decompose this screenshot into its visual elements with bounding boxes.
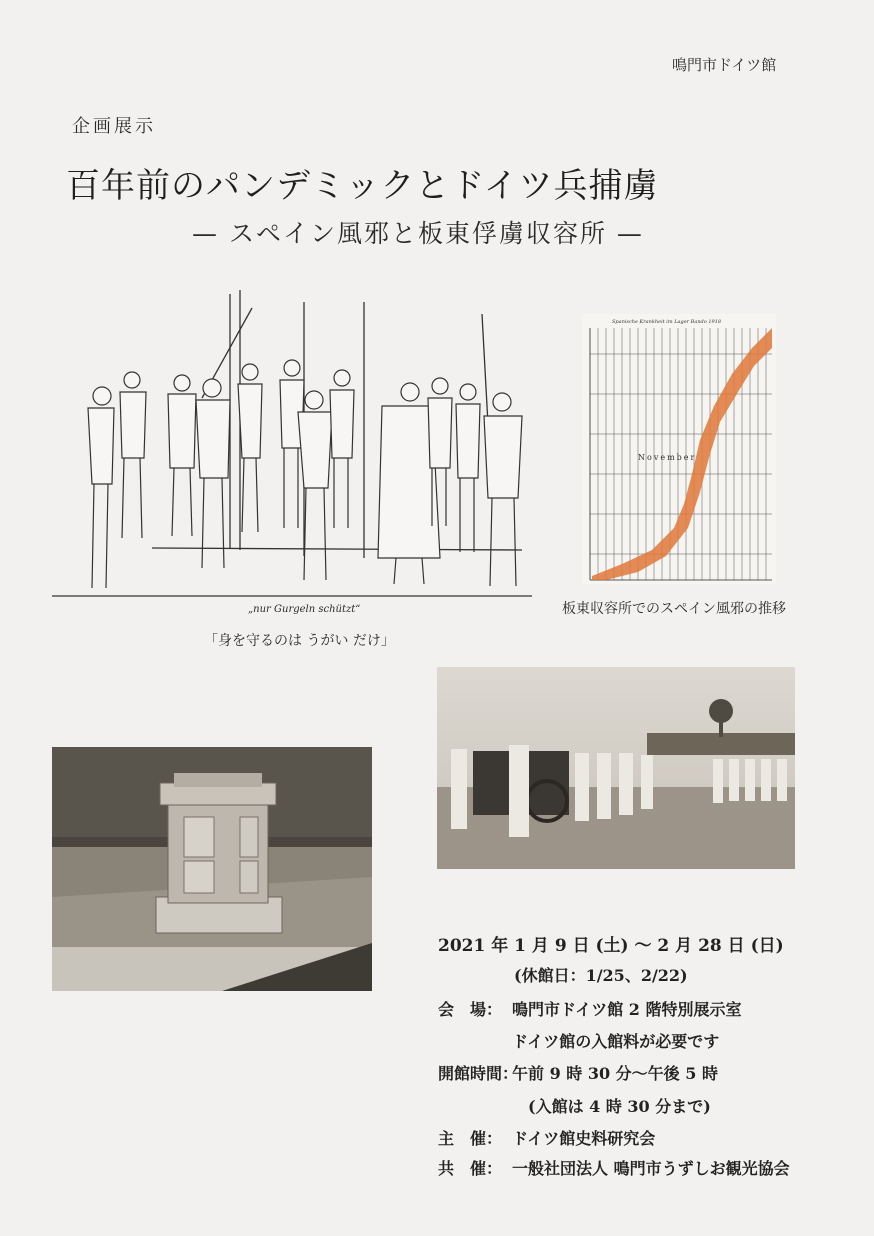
cohost-label: 共 催： — [438, 1159, 503, 1178]
opening-hours-label: 開館時間： — [438, 1064, 519, 1083]
admission-note: ドイツ館の入館料が必要です — [512, 1032, 720, 1051]
chart-month-label: November — [638, 453, 697, 462]
opening-hours-value: 午前 9 時 30 分〜午後 5 時 — [512, 1064, 718, 1083]
cohost-value: 一般社団法人 鳴門市うずしお観光協会 — [512, 1159, 790, 1178]
spanish-flu-chart — [582, 314, 776, 584]
venue-label: 会 場： — [438, 1000, 503, 1019]
gargling-soldiers-sketch — [52, 288, 542, 606]
organizer-name: 鳴門市ドイツ館 — [672, 56, 777, 74]
host-value: ドイツ館史料研究会 — [512, 1129, 656, 1148]
exhibit-type-label: 企画展示 — [72, 116, 156, 137]
page-subtitle: — スペイン風邪と板東俘虜収容所 — — [192, 219, 644, 248]
host-label: 主 催： — [438, 1129, 503, 1148]
sketch-caption-german: „nur Gurgeln schützt“ — [248, 604, 361, 615]
memorial-monument-photo — [52, 747, 372, 991]
sketch-caption: 「身を守るのは うがい だけ」 — [204, 633, 395, 649]
closed-days: (休館日：1/25、2/22) — [514, 966, 688, 985]
chart-heading: Spanische Krankheit im Lager Bando 1918 — [612, 319, 722, 325]
chart-caption: 板東収容所でのスペイン風邪の推移 — [562, 601, 786, 617]
venue-value: 鳴門市ドイツ館 2 階特別展示室 — [512, 1000, 742, 1019]
exhibition-dates: 2021 年 1 月 9 日 (土) 〜 2 月 28 日 (日) — [438, 936, 784, 956]
page-title: 百年前のパンデミックとドイツ兵捕虜 — [66, 166, 659, 206]
last-entry-note: (入館は 4 時 30 分まで) — [528, 1097, 711, 1116]
parade-photo — [437, 667, 795, 869]
